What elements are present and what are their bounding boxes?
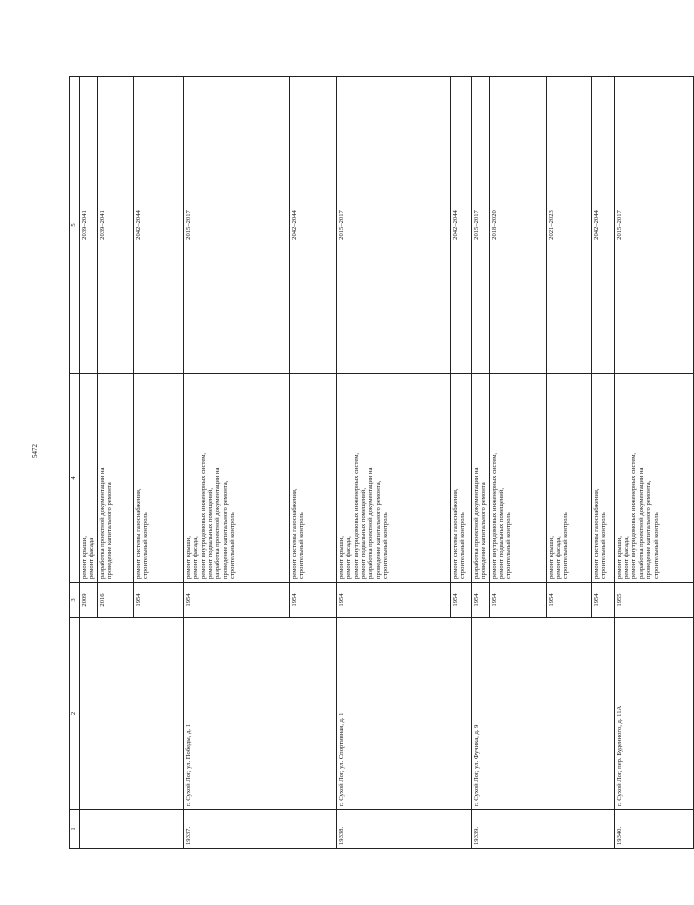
period-cell: 2015–2017	[614, 77, 693, 374]
work-item: проведение капитального ремонта,	[645, 480, 653, 579]
building-address: г. Сухой Лог, ул. Спортивная, д. 1	[336, 618, 471, 810]
building-address	[80, 618, 184, 810]
work-item: строительный контроль	[382, 512, 390, 579]
work-item: ремонт крыши,	[615, 536, 623, 579]
work-item: ремонт внутридомовых инженерных систем,	[352, 452, 360, 579]
repair-schedule-table	[69, 76, 694, 849]
work-item: разработка проектной документации на	[98, 467, 106, 579]
works-cell	[591, 374, 614, 583]
work-item: строительный контроль	[229, 512, 237, 579]
column-header: 3	[70, 583, 80, 618]
table-row	[336, 77, 450, 849]
work-item: ремонт фасада	[88, 537, 96, 579]
works-cell	[489, 374, 546, 583]
work-item: проведение капитального ремонта,	[374, 480, 382, 579]
works-cell	[133, 374, 183, 583]
work-item: ремонт внутридомовых инженерных систем,	[490, 452, 498, 579]
work-item: ремонт подвальных помещений,	[360, 488, 368, 579]
work-item: проведение капитального ремонта,	[221, 480, 229, 579]
work-item: разработка проектной документации на	[637, 467, 645, 579]
item-number: 19337.	[183, 810, 336, 849]
building-address: г. Сухой Лог, пер. Буденного, д. 11А	[614, 618, 693, 810]
works-cell	[183, 374, 289, 583]
rotated-page	[69, 77, 660, 849]
period-cell: 2042–2044	[591, 77, 614, 374]
year-cell: 1954	[133, 583, 183, 618]
item-number	[80, 810, 184, 849]
header-row	[70, 77, 80, 849]
work-item: ремонт фасада,	[345, 536, 353, 579]
work-item: разработка проектной документации на	[367, 467, 375, 579]
period-cell: 2018–2020	[489, 77, 546, 374]
period-cell: 2021–2023	[546, 77, 591, 374]
work-item: ремонт крыши,	[547, 536, 555, 579]
year-cell: 1954	[450, 583, 471, 618]
work-item: строительный контроль	[652, 512, 660, 579]
work-item: ремонт фасада,	[623, 536, 631, 579]
works-cell	[97, 374, 133, 583]
column-header: 2	[70, 618, 80, 810]
work-item: строительный контроль	[298, 512, 306, 579]
period-cell: 2039–2041	[80, 77, 98, 374]
period-cell: 2042–2044	[133, 77, 183, 374]
building-address: г. Сухой Лог, ул. Фучика, д. 9	[471, 618, 614, 810]
work-item: ремонт фасада,	[555, 536, 563, 579]
year-cell: 2016	[97, 583, 133, 618]
work-item: ремонт системы газоснабжения,	[451, 488, 459, 579]
table-row	[183, 77, 289, 849]
year-cell: 1954	[489, 583, 546, 618]
work-item: ремонт крыши,	[184, 536, 192, 579]
work-item: ремонт внутридомовых инженерных систем,	[630, 452, 638, 579]
works-cell	[471, 374, 489, 583]
year-cell: 1954	[289, 583, 336, 618]
page-number: 5472	[31, 444, 39, 458]
item-number: 19340.	[614, 810, 693, 849]
work-item: строительный контроль	[600, 512, 608, 579]
table-row	[80, 77, 98, 849]
period-cell: 2042–2044	[289, 77, 336, 374]
item-number: 19338.	[336, 810, 471, 849]
work-item: строительный контроль	[562, 512, 570, 579]
work-item: ремонт подвальных помещений,	[498, 488, 506, 579]
works-cell	[80, 374, 98, 583]
column-header: 5	[70, 77, 80, 374]
work-item: ремонт системы газоснабжения,	[134, 488, 142, 579]
work-item: строительный контроль	[142, 512, 150, 579]
work-item: ремонт системы газоснабжения,	[290, 488, 298, 579]
period-cell: 2015–2017	[471, 77, 489, 374]
column-header: 1	[70, 810, 80, 849]
works-cell	[450, 374, 471, 583]
item-number: 19339.	[471, 810, 614, 849]
works-cell	[546, 374, 591, 583]
works-cell	[289, 374, 336, 583]
table-row	[471, 77, 489, 849]
period-cell: 2039–2041	[97, 77, 133, 374]
work-item: разработка проектной документации на	[214, 467, 222, 579]
table-row	[614, 77, 693, 849]
year-cell: 1954	[471, 583, 489, 618]
year-cell: 1954	[546, 583, 591, 618]
works-cell	[336, 374, 450, 583]
year-cell: 1955	[614, 583, 693, 618]
year-cell: 1954	[591, 583, 614, 618]
work-item: разработка проектной документации на	[472, 467, 480, 579]
work-item: ремонт крыши,	[337, 536, 345, 579]
year-cell: 2009	[80, 583, 98, 618]
work-item: строительный контроль	[505, 512, 513, 579]
work-item: ремонт системы газоснабжения,	[592, 488, 600, 579]
work-item: ремонт крыши,	[81, 536, 88, 579]
column-header: 4	[70, 374, 80, 583]
period-cell: 2042–2044	[450, 77, 471, 374]
works-cell	[614, 374, 693, 583]
period-cell: 2015–2017	[336, 77, 450, 374]
work-item: проведение капитального ремонта	[480, 482, 488, 579]
work-item: ремонт фасада,	[192, 536, 200, 579]
work-item: ремонт подвальных помещений,	[207, 488, 215, 579]
period-cell: 2015–2017	[183, 77, 289, 374]
work-item: строительный контроль	[459, 512, 467, 579]
year-cell: 1954	[183, 583, 289, 618]
building-address: г. Сухой Лог, ул. Победы, д. 1	[183, 618, 336, 810]
year-cell: 1954	[336, 583, 450, 618]
work-item: проведение капитального ремонта	[106, 482, 114, 579]
work-item: ремонт внутридомовых инженерных систем,	[199, 452, 207, 579]
